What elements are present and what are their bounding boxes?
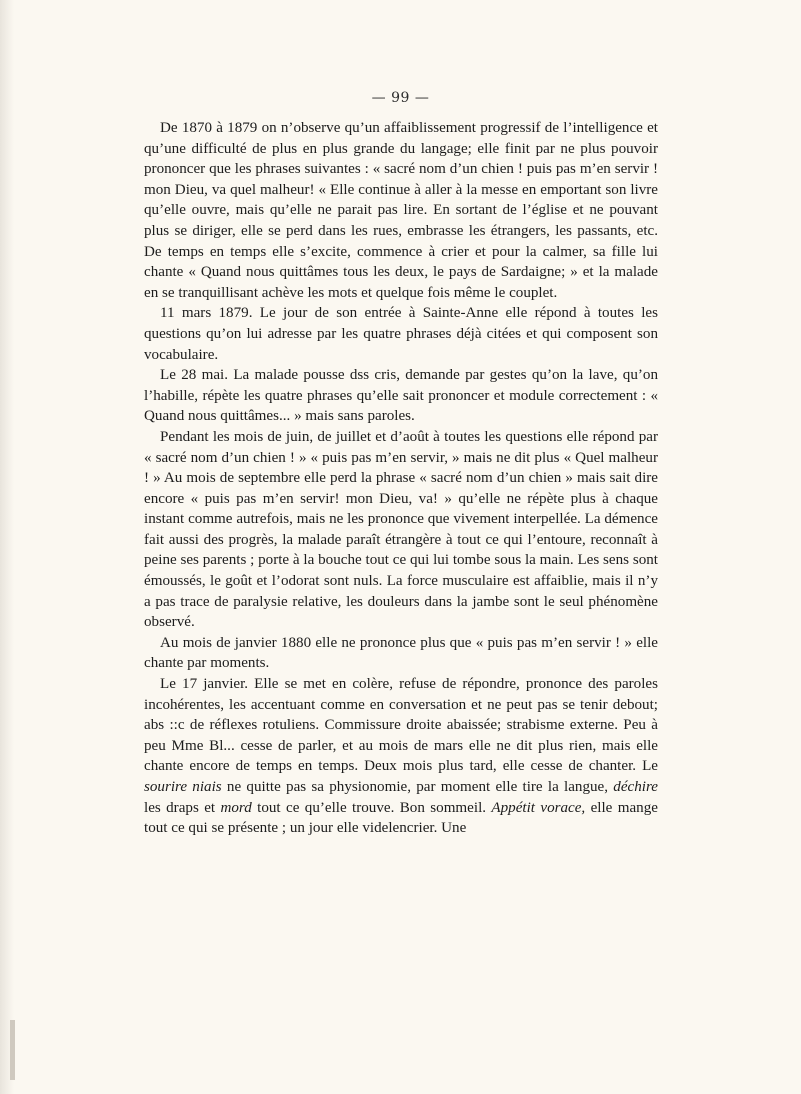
text-segment: 11 mars 1879. Le jour de son entrée à Sainte-Anne elle répond à toutes les questions qu’on lui adresse par les quatre phrases déjà citées et qui composent son vocabulaire. xyxy=(144,305,658,363)
paragraph xyxy=(144,365,658,427)
text-segment: Le 28 mai. La malade pousse dss cris, demande par gestes qu’on la lave, qu’on l’habille, répète les quatre phrases qu’elle sait prononcer et module correctement : « Quand nous quittâmes... » mais sans paroles. xyxy=(144,367,658,425)
paragraph xyxy=(144,674,658,839)
paragraph xyxy=(144,633,658,674)
text-segment: Le 17 janvier. Elle se met en colère, refuse de répondre, prononce des paroles incohérentes, les accentuant comme en conversation et ne peut pas se tenir debout; abs ::c de réflexes rotuliens. Commissure droite abaissée; strabisme externe. Peu à peu Mme Bl... cesse de parler, et au mois de mars elle ne dit plus rien, mais elle chante encore de temps en temps. Deux mois plus tard, elle cesse de chanter. Le xyxy=(144,676,658,775)
italic-text-segment: Appétit vorace, xyxy=(491,799,586,816)
italic-text-segment: sourire niais xyxy=(144,779,222,795)
italic-text-segment: mord xyxy=(220,799,252,816)
text-segment: tout ce qu’elle trouve. Bon sommeil. xyxy=(251,799,492,816)
page-number: — 99 — xyxy=(371,90,430,106)
paragraph xyxy=(144,303,658,365)
paragraph xyxy=(144,427,658,633)
text-segment: ne quitte pas sa physionomie, par moment elle tire la langue, xyxy=(221,779,614,795)
text-segment: Au mois de janvier 1880 elle ne prononce plus que « puis pas m’en servir ! » elle chante par moments. xyxy=(144,634,658,672)
text-segment: De 1870 à 1879 on n’observe qu’un affaiblissement progressif de l’intelligence et qu’une difficulté de plus en plus grande du langage; elle finit par ne plus pouvoir prononcer que les phrases suivantes : « sacré nom d’un chien ! puis pas m’en servir ! mon Dieu, va quel malheur! « Elle continue à aller à la messe en emportant son livre qu’elle ouvre, mais qu’elle ne parait pas lire. En sortant de l’église et ne pouvant plus se diriger, elle se perd dans les rues, embrasse les étrangers, les passants, etc. De temps en temps elle s’excite, commence à crier et pour la calmer, sa fille lui chante « Quand nous quittâmes tous les deux, le pays de Sardaigne; » et la malade en se tranquillisant achève les mots et quelque fois même le couplet. xyxy=(144,120,658,301)
body-text xyxy=(144,118,658,839)
page-edge-shadow xyxy=(0,0,14,1094)
binding-mark xyxy=(10,1020,15,1080)
paragraph xyxy=(144,118,658,303)
italic-text-segment: déchire xyxy=(613,779,658,795)
text-segment: les draps et xyxy=(144,799,221,816)
text-segment: Pendant les mois de juin, de juillet et d’août à toutes les questions elle répond par « sacré nom d’un chien ! » « puis pas m’en servir, » mais ne dit plus « Quel malheur ! » Au mois de septembre elle perd la phrase « sacré nom d’un chien » mais sait dire encore « puis pas m’en servir! mon Dieu, va! » qu’elle ne répète plus à chaque instant comme autrefois, mais ne les prononce que vivement interpellée. La démence fait aussi des progrès, la malade paraît étrangère à tout ce qui l’entoure, reconnaît à peine ses parents ; porte à la bouche tout ce qui lui tombe sous la main. Les sens sont émoussés, le goût et l’odorat sont nuls. La force musculaire est affaiblie, mais il n’y a pas trace de paralysie relative, les douleurs dans la jambe sont le seul phénomène observé. xyxy=(144,428,658,631)
text-segment: elle mange tout ce qui se présente ; un jour elle videlencrier. Une xyxy=(144,799,658,837)
